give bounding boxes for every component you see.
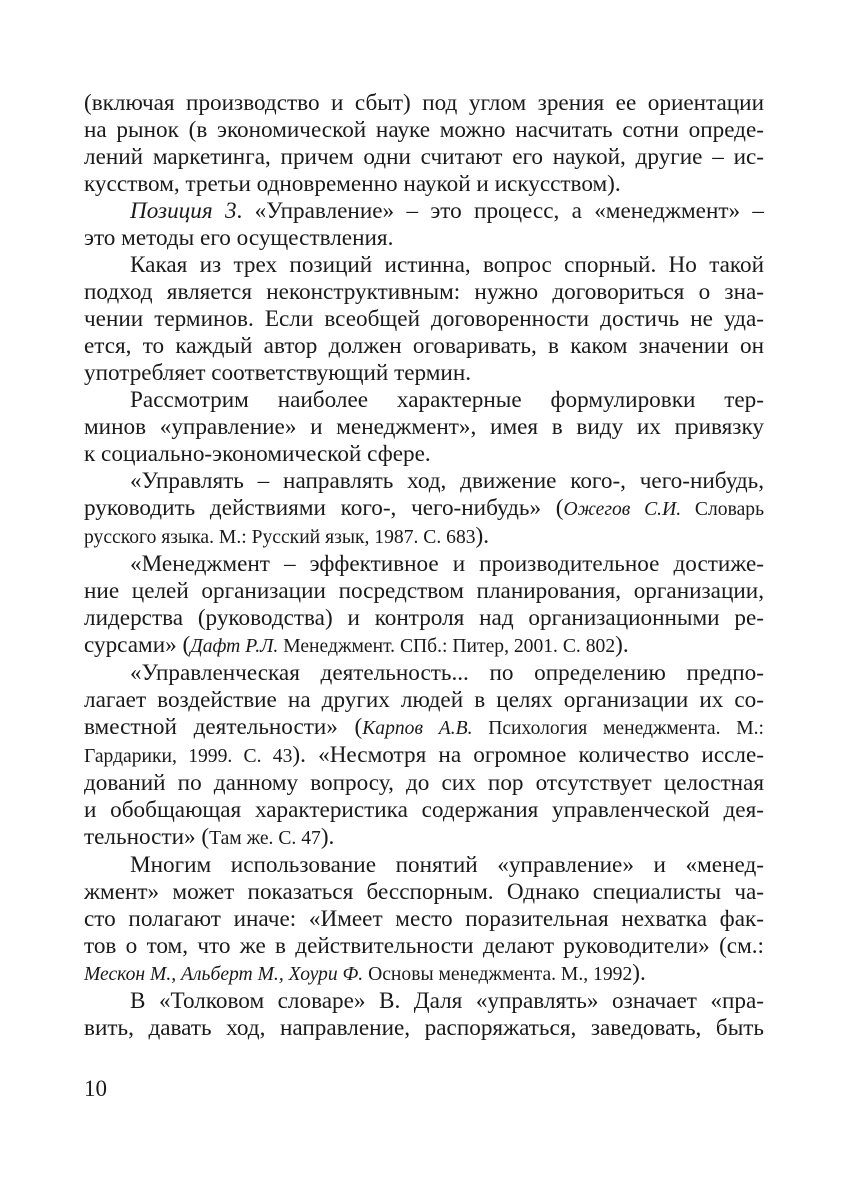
text-run: лений маркетинга, причем одни считают его наукой, другие – ис- (84, 144, 764, 170)
text-run: Многим использование понятий «управление» и «менед- (130, 852, 764, 878)
italic-text: Дафт Р.Л. (190, 636, 279, 657)
text-line (84, 879, 764, 906)
text-run: минов «управление» и менеджмент», имея в виду их привязку (84, 414, 764, 440)
text-line (84, 551, 764, 578)
text-run: лидерства (руководства) и контроля над организационными ре- (84, 605, 764, 631)
text-line (84, 414, 764, 441)
text-line (84, 742, 764, 770)
text-line (84, 824, 764, 852)
text-line (84, 523, 764, 551)
text-run: Рассмотрим наиболее характерные формулировки тер- (130, 387, 764, 413)
text-line (84, 1015, 764, 1042)
italic-text: Мескон М., Альберт М., Хоури Ф. (84, 964, 364, 985)
text-run: «Управленческая деятельность... по определению предпо- (130, 660, 764, 686)
body-text (84, 90, 764, 1042)
text-line (84, 960, 764, 988)
text-line (84, 468, 764, 495)
text-run: В «Толковом словаре» В. Даля «управлять» означает «пра- (130, 988, 764, 1014)
text-line (84, 117, 764, 144)
text-line (84, 906, 764, 933)
italic-text: Позиция 3 (130, 198, 237, 224)
text-run: ). (320, 824, 335, 850)
text-line (84, 578, 764, 605)
text-run: сурсами» ( (84, 632, 191, 658)
text-run: сто полагают иначе: «Имеет место поразительная нехватка фак- (84, 906, 764, 932)
text-line (84, 144, 764, 171)
text-run: ). (632, 960, 646, 986)
text-run: «Менеджмент – эффективное и производительное достиже- (130, 551, 764, 577)
text-line (84, 360, 764, 387)
text-run: дований по данному вопросу, до сих пор отсутствует целостная (84, 770, 764, 796)
text-run: вить, давать ход, направление, распоряжаться, заведовать, быть (84, 1015, 764, 1041)
citation-text: Психология менеджмента. М.: (472, 718, 764, 739)
text-run: ние целей организации посредством планирования, организации, (84, 578, 764, 604)
italic-text: Ожегов С.И. (563, 499, 682, 520)
text-run: жмент» может показаться бесспорным. Однако специалисты ча- (84, 879, 764, 905)
text-run: тельности» ( (84, 824, 210, 850)
text-line (84, 441, 764, 468)
text-line (84, 632, 764, 660)
citation-text: русского языка. М.: Русский язык, 1987. С. 683 (84, 527, 476, 548)
text-run: ). (475, 523, 490, 549)
text-line (84, 605, 764, 632)
text-line (84, 495, 764, 523)
text-run: ). «Несмотря на огромное количество иссле- (292, 742, 764, 768)
italic-text: Карпов А.В. (362, 718, 473, 739)
text-run: ется, то каждый автор должен оговаривать, в каком значении он (84, 333, 764, 359)
text-line (84, 660, 764, 687)
text-run: это методы его осуществления. (84, 225, 394, 251)
citation-text: Там же. С. 47 (209, 828, 321, 849)
citation-text: Словарь (681, 499, 764, 520)
text-line (84, 171, 764, 198)
text-line (84, 797, 764, 824)
text-line (84, 988, 764, 1015)
text-line (84, 90, 764, 117)
text-run: подход является неконструктивным: нужно договориться о зна- (84, 279, 764, 305)
text-run: чении терминов. Если всеобщей договоренности достичь не уда- (84, 306, 764, 332)
text-run: . «Управление» – это процесс, а «менеджмент» – (236, 198, 764, 224)
text-line (84, 306, 764, 333)
text-line (84, 687, 764, 714)
text-line (84, 770, 764, 797)
text-line (84, 198, 764, 225)
text-line (84, 714, 764, 742)
text-line (84, 852, 764, 879)
text-run: употребляет соответствующий термин. (84, 360, 472, 386)
text-run: кусством, третьи одновременно наукой и искусством). (84, 171, 621, 197)
text-run: (включая производство и сбыт) под углом зрения ее ориентации (84, 90, 764, 116)
text-run: Какая из трех позиций истинна, вопрос спорный. Но такой (130, 252, 764, 278)
text-run: к социально-экономической сфере. (84, 441, 431, 467)
text-line (84, 279, 764, 306)
text-run: лагает воздействие на других людей в целях организации их со- (84, 687, 764, 713)
text-line (84, 252, 764, 279)
text-line (84, 333, 764, 360)
text-run: «Управлять – направлять ход, движение кого-, чего-нибудь, (130, 468, 764, 494)
page-number: 10 (84, 1076, 107, 1101)
text-line (84, 225, 764, 252)
text-run: и обобщающая характеристика содержания управленческой дея- (84, 797, 764, 823)
text-run: тов о том, что же в действительности делают руководители» (см.: (84, 933, 764, 959)
citation-text: Гардарики, 1999. С. 43 (84, 746, 293, 767)
text-run: руководить действиями кого-, чего-нибудь» ( (84, 495, 564, 521)
citation-text: Основы менеджмента. М., 1992 (363, 964, 633, 985)
text-run: вместной деятельности» ( (84, 714, 363, 740)
text-line (84, 933, 764, 960)
text-line (84, 387, 764, 414)
citation-text: Менеджмент. СПб.: Питер, 2001. С. 802 (278, 636, 616, 657)
text-run: ). (615, 632, 629, 658)
text-run: на рынок (в экономической науке можно насчитать сотни опреде- (84, 117, 764, 143)
